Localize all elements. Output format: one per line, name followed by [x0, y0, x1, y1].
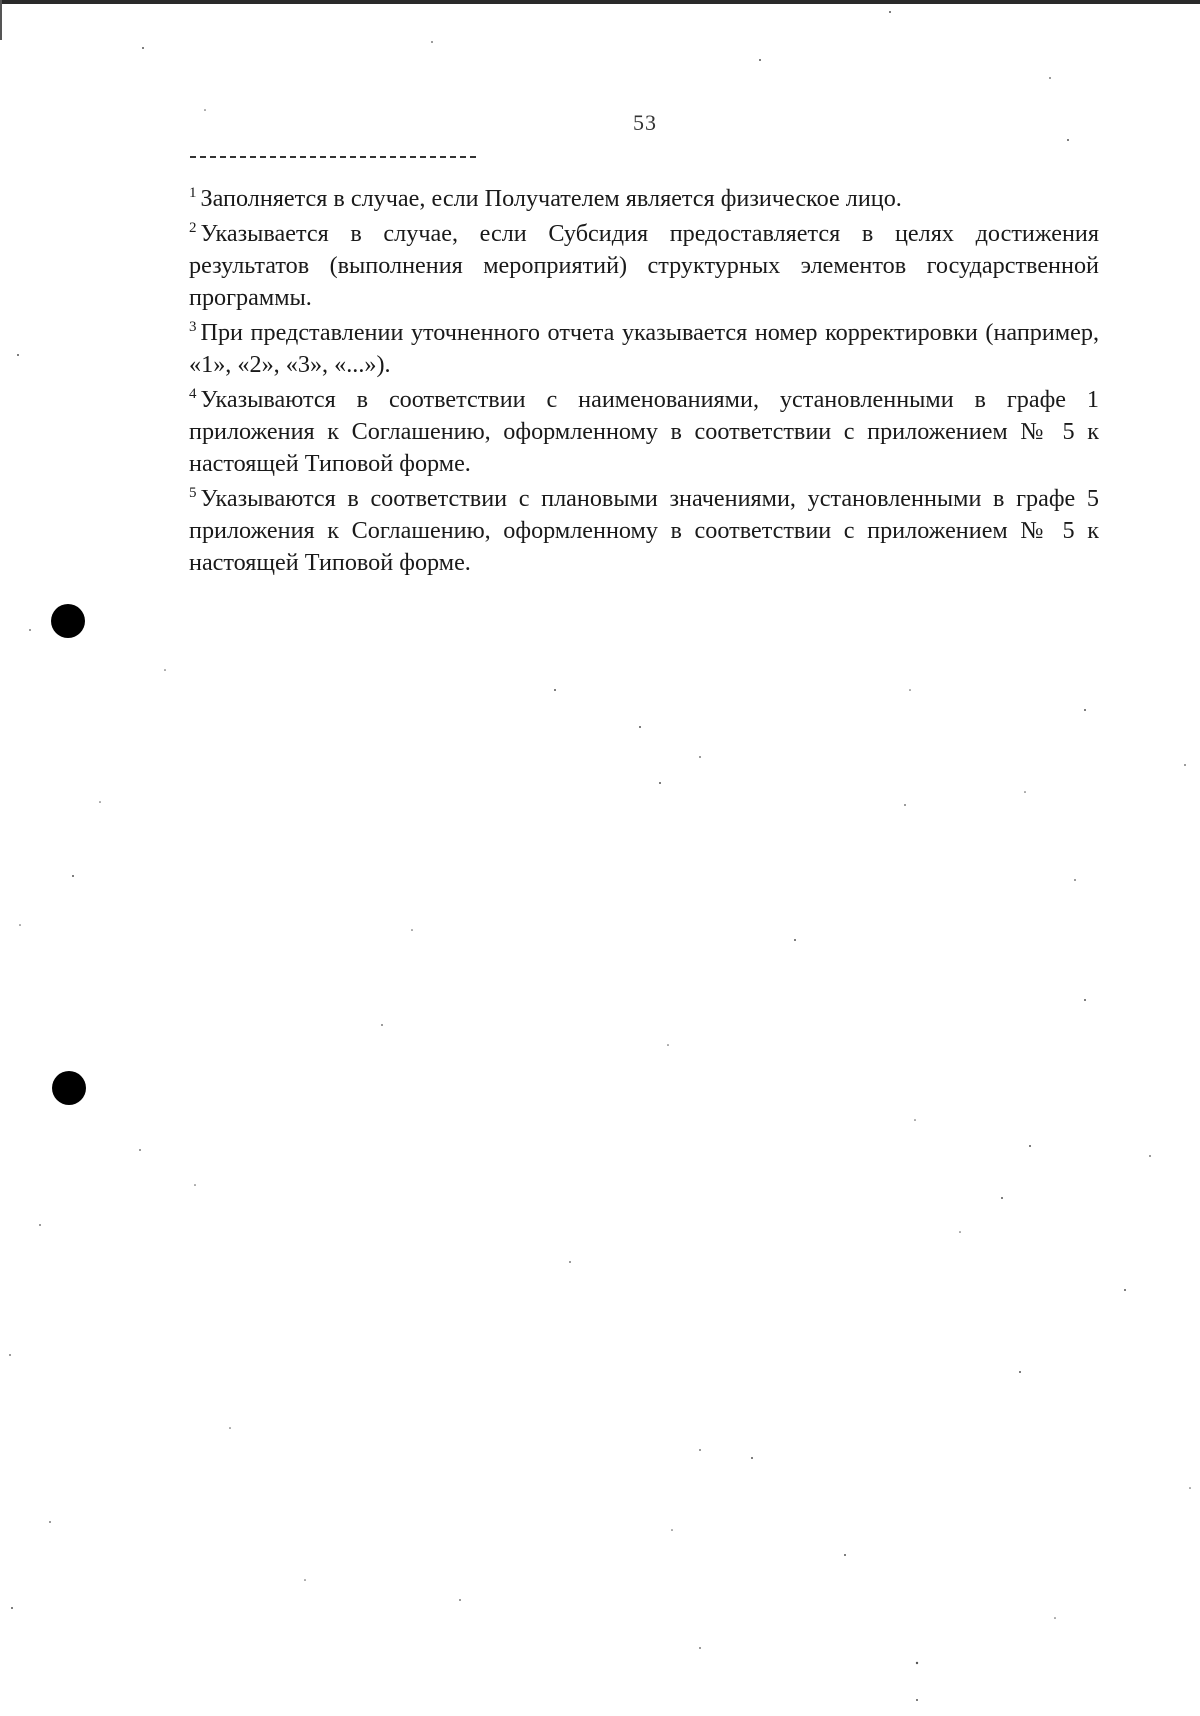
footnote-text: Указываются в соответствии с наименованиями, установленными в графе 1 приложения к Соглашению, оформленному в соответствии с приложением № 5 к настоящей Типовой форме.: [189, 386, 1099, 477]
footnote-text: Указываются в соответствии с плановыми значениями, установленными в графе 5 приложения к Соглашению, оформленному в соответствии с приложением № 5 к настоящей Типовой форме.: [189, 485, 1099, 576]
footnote-number: 3: [189, 319, 197, 335]
footnote-text: Заполняется в случае, если Получателем является физическое лицо.: [200, 185, 902, 212]
footnote-item: [189, 218, 1099, 314]
footnote-text: Указывается в случае, если Субсидия предоставляется в целях достижения результатов (выполнения мероприятий) структурных элементов государственной программы.: [189, 220, 1099, 311]
footnote-item: [189, 317, 1099, 381]
footnote-text: При представлении уточненного отчета указывается номер корректировки (например, «1», «2», «3», «...»).: [189, 319, 1099, 378]
footnote-number: 1: [189, 185, 197, 201]
footnote-item: [189, 183, 1099, 215]
scan-top-edge: [0, 0, 1200, 4]
footnote-number: 2: [189, 220, 197, 236]
footnote-number: 4: [189, 386, 197, 402]
page-number: 53: [633, 110, 657, 135]
scan-left-edge: [0, 0, 2, 40]
footnotes-list: [189, 183, 1099, 582]
punch-hole: [51, 604, 85, 638]
punch-hole: [52, 1071, 86, 1105]
footnote-separator: [190, 156, 476, 158]
footnote-item: [189, 384, 1099, 480]
footnote-number: 5: [189, 485, 197, 501]
footnote-item: [189, 483, 1099, 579]
